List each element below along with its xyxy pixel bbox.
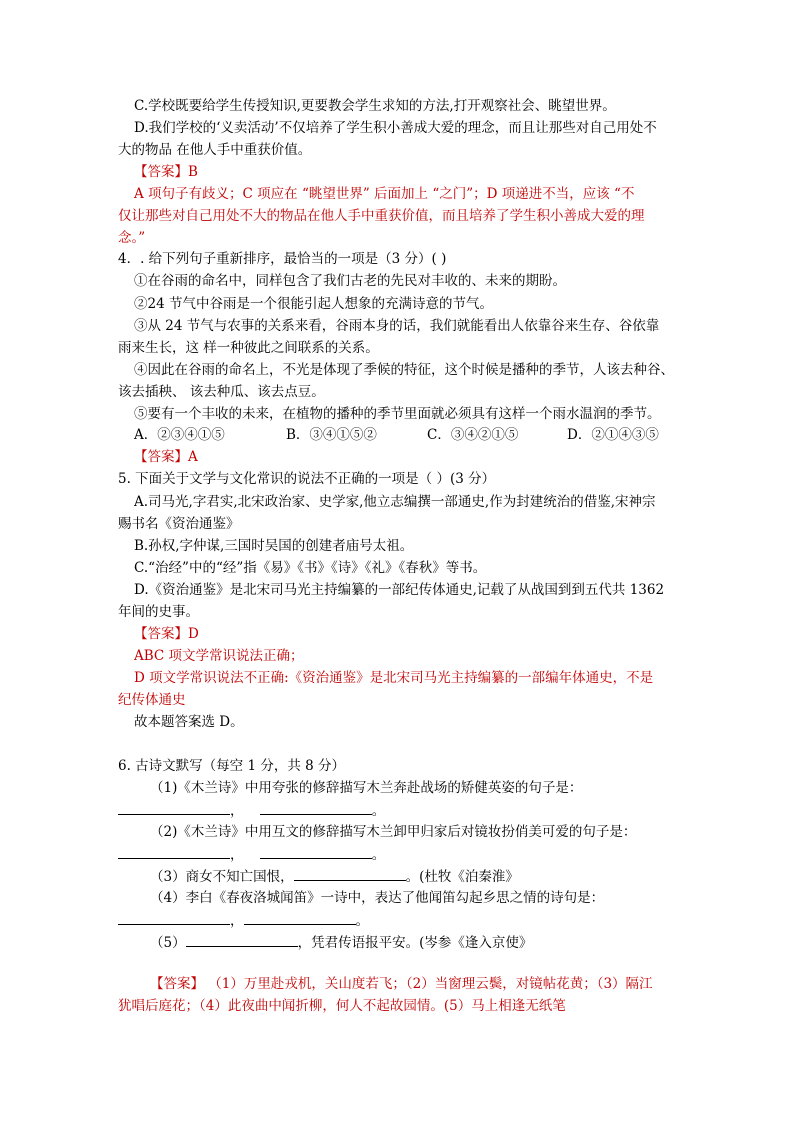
comma: ， — [230, 847, 244, 863]
q5-explanation-line2: D 项文学常识说法不正确:《资治通鉴》是北宋司马光主持编纂的一部编年体通史，不是 — [134, 670, 654, 686]
comma: ， — [230, 913, 244, 929]
answer-blank[interactable] — [118, 800, 230, 815]
q6-prompt-3 — [150, 866, 519, 887]
answer-blank[interactable] — [118, 844, 230, 859]
q5-option-b: B.孙权,字仲谋,三国时吴国的创建者庙号太祖。 — [134, 538, 414, 554]
answer-blank[interactable] — [186, 932, 298, 947]
q4-stem: 4．. 给下列句子重新排序，最恰当的一项是（3 分）( ) — [118, 251, 447, 267]
q5-explanation-line3: 纪传体通史 — [118, 692, 186, 708]
q4-sentence-3-line2: 雨来生长，这 样一种彼此之间联系的关系。 — [118, 340, 379, 356]
period: 。 — [371, 803, 386, 819]
q4-sentence-5: ⑤要有一个丰收的未来，在植物的播种的季节里面就必须具有这样一个雨水温润的季节。 — [134, 406, 661, 422]
q5-option-a-line2: 赐书名《资治通鉴》 — [118, 516, 240, 532]
q5-option-d-line2: 年间的史事。 — [118, 604, 199, 620]
answer-blank[interactable] — [118, 910, 230, 925]
q6-answer-line2: 犹唱后庭花；（4）此夜曲中闻折柳，何人不起故园情。(5）马上相逢无纸笔 — [118, 998, 566, 1014]
q6-prompt-3-text: （3）商女不知亡国恨， — [150, 869, 294, 885]
q6-blanks-1 — [118, 800, 385, 821]
q4-option-a: A．②③④①⑤ — [134, 427, 225, 443]
q4-sentence-2: ②24 节气中谷雨是一个很能引起人想象的充满诗意的节气。 — [134, 296, 493, 312]
answer-blank[interactable] — [294, 866, 406, 881]
q6-prompt-5-text: ，凭君传语报平安。(岑参《逢入京使》 — [297, 935, 533, 951]
period: 。 — [371, 847, 386, 863]
q3-answer: 【答案】B — [134, 164, 198, 180]
q4-sentence-3-line1: ③从 24 节气与农事的关系来看，谷雨本身的话，我们就能看出人依靠谷来生存、谷依靠 — [134, 318, 660, 334]
q6-prompt-5-number: （5） — [150, 935, 186, 951]
q6-blanks-4 — [118, 910, 369, 931]
q3-option-d-line2: 大的物品 在他人手中重获价值。 — [118, 142, 312, 158]
q6-prompt-4: （4）李白《春夜洛城闻笛》一诗中，表达了他闻笛勾起乡思之情的诗句是： — [150, 890, 605, 906]
answer-blank[interactable] — [260, 800, 372, 815]
q6-prompt-2: （2)《木兰诗》中用互文的修辞描写木兰卸甲归家后对镜妆扮俏美可爱的句子是： — [150, 824, 637, 840]
q3-option-c: C.学校既要给学生传授知识,更要教会学生求知的方法,打开观察社会、眺望世界。 — [134, 98, 616, 114]
q5-option-c: C.“治经”中的“经”指《易》《书》《诗》《礼》《春秋》等书。 — [134, 560, 487, 576]
q6-answer-line1: 【答案】 （1）万里赴戎机，关山度若飞；（2）当窗理云鬓，对镜帖花黄；（3）隔江 — [150, 976, 653, 992]
q6-prompt-3-source: 。(杜牧《泊秦淮》 — [405, 869, 519, 885]
q5-option-d-line1: D.《资治通鉴》是北宋司马光主持编纂的一部纪传体通史,记载了从战国到到五代共 1362 — [134, 582, 665, 598]
q4-option-b: B．③④①⑤② — [286, 427, 377, 443]
period: 。 — [355, 913, 369, 929]
q4-options — [134, 425, 659, 445]
answer-blank[interactable] — [244, 910, 356, 925]
q5-explanation-line1: ABC 项文学常识说法正确； — [134, 648, 304, 664]
q4-sentence-4-line1: ④因此在谷雨的命名上，不光是体现了季候的特征，这个时候是播种的季节，人该去种谷、 — [134, 362, 674, 378]
q4-option-c: C．③④②①⑤ — [427, 427, 519, 443]
q4-option-d: D．②①④③⑤ — [567, 427, 659, 443]
q3-explanation-line1: A 项句子有歧义；C 项应在 “眺望世界” 后面加上 “之门”；D 项递进不当，应该 “不 — [134, 186, 635, 202]
q5-stem: 5. 下面关于文学与文化常识的说法不正确的一项是（ ）(3 分） — [118, 471, 496, 487]
q5-option-a-line1: A.司马光,字君实,北宋政治家、史学家,他立志编撰一部通史,作为封建统治的借鉴,宋神宗 — [134, 494, 656, 510]
comma: ， — [230, 803, 244, 819]
q4-sentence-4-line2: 该去插秧、 该去种瓜、该去点豆。 — [118, 384, 325, 400]
q5-explanation-line4: 故本题答案选 D。 — [134, 714, 244, 730]
q6-prompt-5 — [150, 932, 532, 953]
q5-answer: 【答案】D — [134, 626, 199, 642]
q6-prompt-1: （1)《木兰诗》中用夸张的修辞描写木兰奔赴战场的矫健英姿的句子是： — [150, 780, 583, 796]
q3-option-d-line1: D.我们学校的‘义卖活动’不仅培养了学生积小善成大爱的理念，而且让那些对自己用处不 — [134, 120, 657, 136]
q4-answer: 【答案】A — [134, 449, 198, 465]
q6-blanks-2 — [118, 844, 385, 865]
q3-explanation-line3: 念。” — [118, 230, 146, 246]
answer-blank[interactable] — [260, 844, 372, 859]
q3-explanation-line2: 仅让那些对自己用处不大的物品在他人手中重获价值，而且培养了学生积小善成大爱的理 — [118, 208, 645, 224]
q6-stem: 6. 古诗文默写（每空 1 分，共 8 分） — [118, 758, 346, 774]
q4-sentence-1: ①在谷雨的命名中，同样包含了我们古老的先民对丰收的、未来的期盼。 — [134, 273, 566, 289]
